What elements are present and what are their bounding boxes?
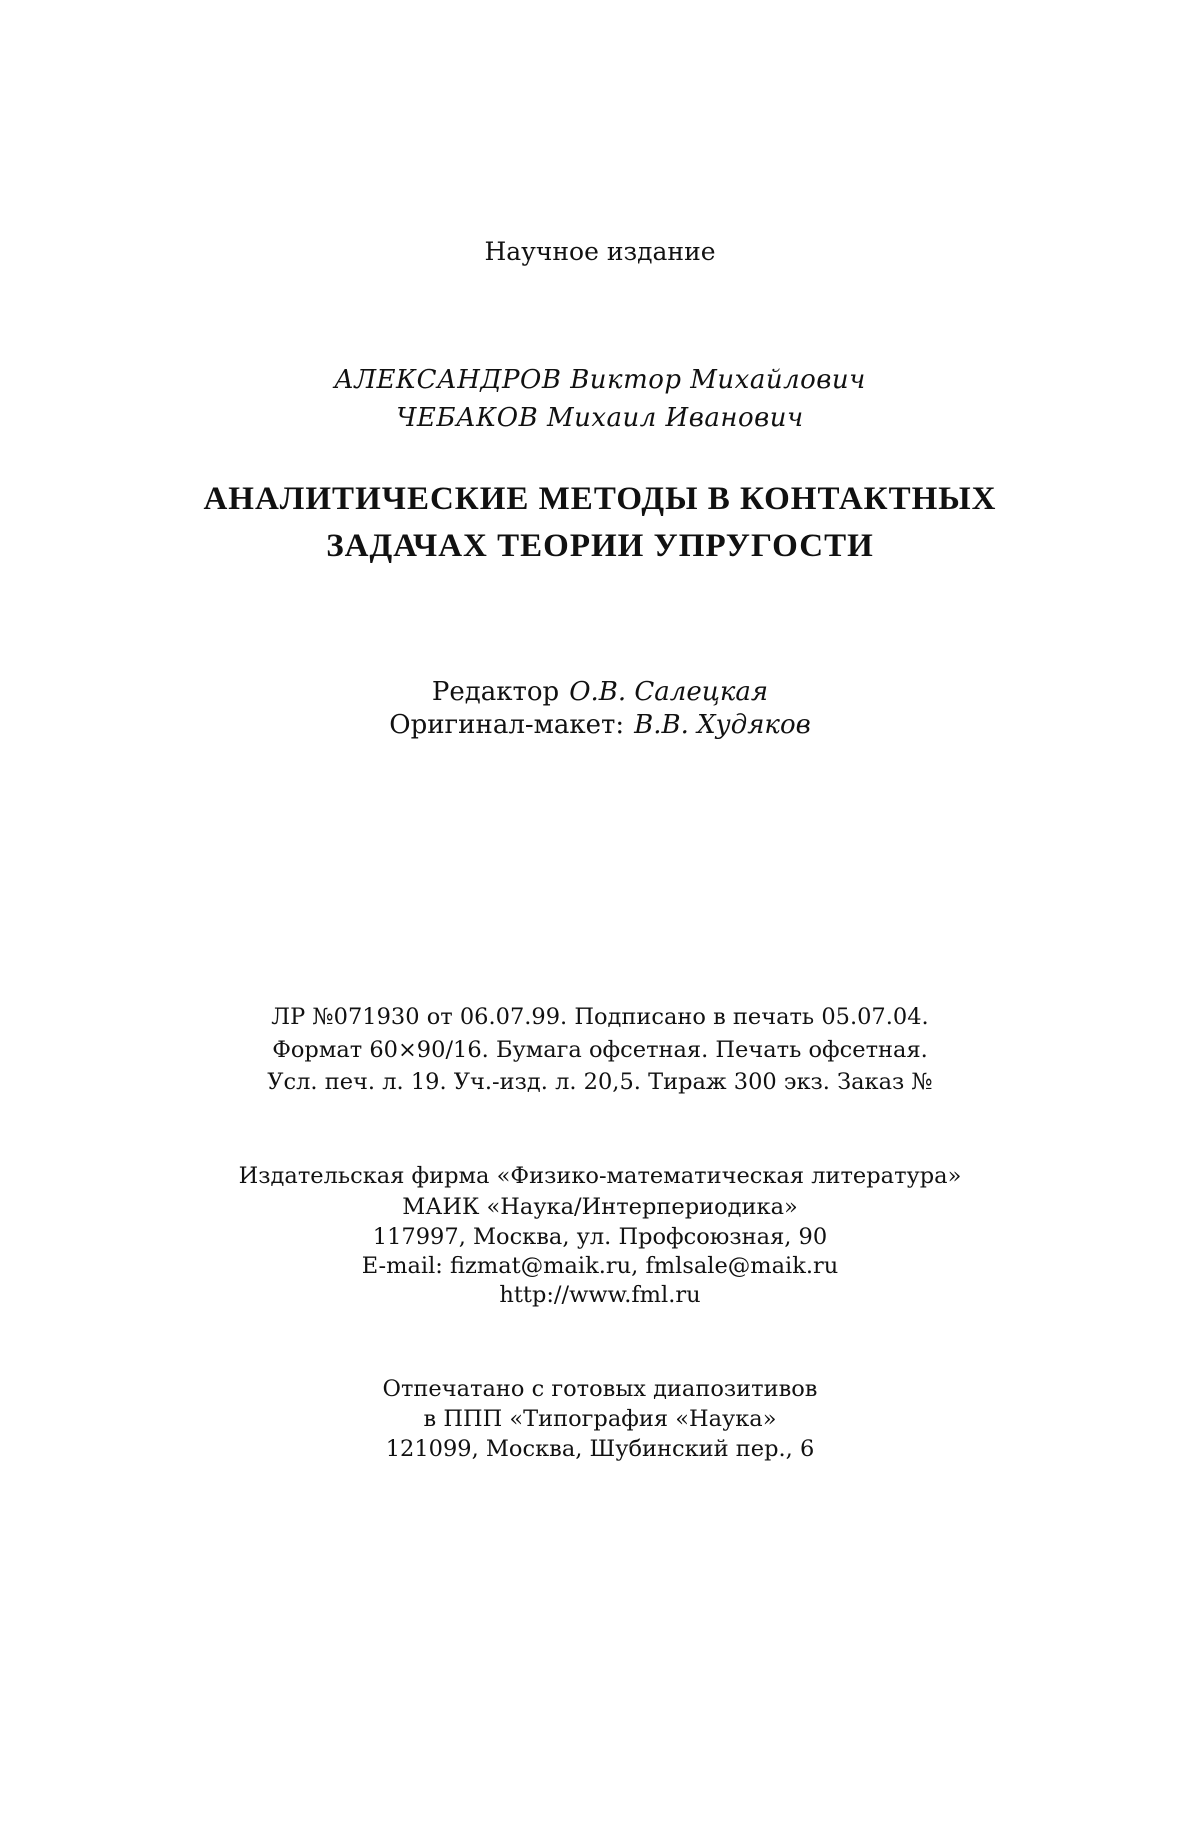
publisher-email: E-mail: fizmat@maik.ru, fmlsale@maik.ru	[361, 1253, 839, 1279]
book-title-line-1: АНАЛИТИЧЕСКИЕ МЕТОДЫ В КОНТАКТНЫХ	[203, 481, 997, 517]
layout-name: В.В. Худяков	[634, 710, 811, 740]
book-title-line-2: ЗАДАЧАХ ТЕОРИИ УПРУГОСТИ	[326, 528, 874, 564]
layout-label: Оригинал-макет:	[389, 710, 625, 740]
editor-credit	[0, 677, 1200, 707]
publisher-line-2: МАИК «Наука/Интерпериодика»	[402, 1194, 798, 1220]
imprint-line-3: Усл. печ. л. 19. Уч.-изд. л. 20,5. Тираж 300 экз. Заказ №	[267, 1069, 933, 1095]
printer-line-2: в ППП «Типография «Наука»	[423, 1406, 777, 1432]
printer-line-1: Отпечатано с готовых диапозитивов	[382, 1376, 818, 1402]
publisher-website: http://www.fml.ru	[499, 1282, 701, 1308]
publisher-line-1: Издательская фирма «Физико-математическая литература»	[238, 1163, 962, 1189]
author-line-2: ЧЕБАКОВ Михаил Иванович	[396, 403, 804, 433]
layout-credit	[0, 710, 1200, 740]
imprint-line-2: Формат 60×90/16. Бумага офсетная. Печать офсетная.	[272, 1037, 928, 1063]
series-label: Научное издание	[484, 237, 716, 266]
editor-label: Редактор	[431, 677, 560, 707]
author-line-1: АЛЕКСАНДРОВ Виктор Михайлович	[334, 365, 866, 395]
imprint-line-1: ЛР №071930 от 06.07.99. Подписано в печать 05.07.04.	[271, 1004, 929, 1030]
publisher-address: 117997, Москва, ул. Профсоюзная, 90	[372, 1224, 828, 1250]
printer-address: 121099, Москва, Шубинский пер., 6	[385, 1436, 815, 1462]
editor-name: О.В. Салецкая	[569, 677, 769, 707]
